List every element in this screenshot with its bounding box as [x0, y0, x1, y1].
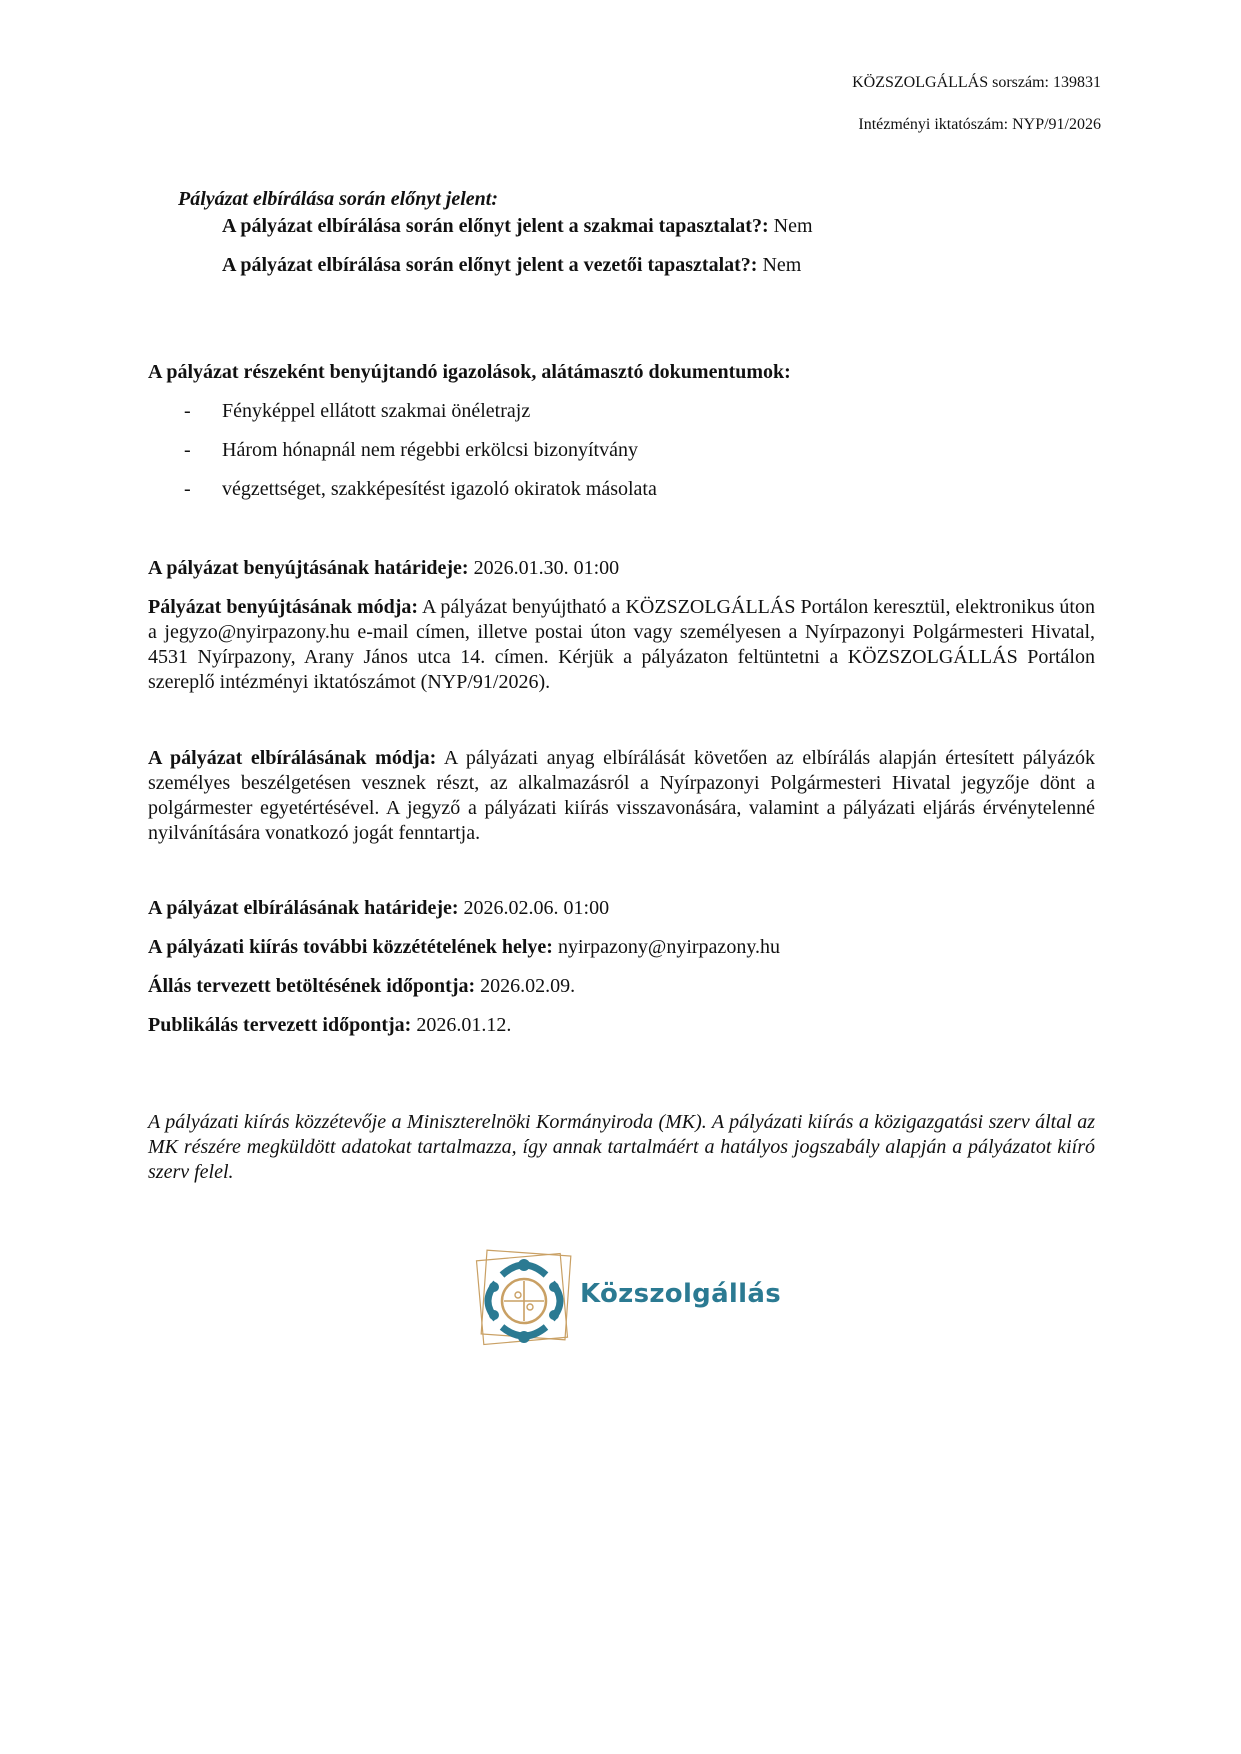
advantage-item [222, 215, 813, 238]
evaluation-method [148, 746, 1095, 846]
field-value: 2026.02.09. [475, 975, 576, 997]
document-list-item [184, 439, 638, 462]
field-label: A pályázat elbírálásának határideje: [148, 897, 459, 919]
planned-start-date [148, 974, 1095, 999]
field-label: A pályázati kiírás további közzétételének helye: [148, 936, 553, 958]
advantage-value: Nem [768, 215, 813, 237]
field-value: A pályázati anyag elbírálását követően az elbírálás alapján értesített pályázók személyes beszélgetésen vesznek részt, az alkalmazásról a Nyírpazonyi Polgármesteri Hivatal jegyzője dönt a polgármester egyetértésével. A jegyző a pályázati kiírás visszavonására, valamint a pályázati eljárás érvénytelenné nyilvánítására vonatkozó jogát fenntartja. [148, 747, 1095, 844]
submission-method [148, 595, 1095, 695]
bullet-dash: - [184, 478, 191, 500]
document-item-text: Fényképpel ellátott szakmai önéletrajz [222, 400, 531, 422]
advantages-heading: Pályázat elbírálása során előnyt jelent: [178, 188, 498, 210]
logo-text: Közszolgállás [580, 1279, 781, 1309]
field-value: 2026.01.30. 01:00 [468, 557, 620, 579]
registration-number: Intézményi iktatószám: NYP/91/2026 [858, 116, 1101, 133]
bullet-dash: - [184, 400, 191, 422]
logo-emblem-icon [472, 1245, 576, 1349]
field-label: Állás tervezett betöltésének időpontja: [148, 975, 476, 997]
field-value: 2026.01.12. [411, 1014, 512, 1036]
field-label: Publikálás tervezett időpontja: [148, 1014, 412, 1036]
serial-number: KÖZSZOLGÁLLÁS sorszám: 139831 [852, 74, 1101, 91]
advantage-value: Nem [757, 254, 802, 276]
documents-heading: A pályázat részeként benyújtandó igazolások, alátámasztó dokumentumok: [148, 361, 791, 383]
planned-publish-date [148, 1013, 1095, 1038]
bullet-dash: - [184, 439, 191, 461]
document-list-item [184, 478, 657, 501]
publication-place [148, 935, 1095, 960]
field-value: 2026.02.06. 01:00 [458, 897, 610, 919]
advantage-label: A pályázat elbírálása során előnyt jelent a vezetői tapasztalat?: [222, 254, 758, 276]
field-value: nyirpazony@nyirpazony.hu [552, 936, 781, 958]
kozszolgallas-logo [472, 1245, 781, 1355]
advantage-label: A pályázat elbírálása során előnyt jelent a szakmai tapasztalat?: [222, 215, 769, 237]
document-item-text: végzettséget, szakképesítést igazoló okiratok másolata [222, 478, 657, 500]
field-value: A pályázat benyújtható a KÖZSZOLGÁLLÁS Portálon keresztül, elektronikus úton a jegyzo@nyirpazony.hu e-mail címen, illetve postai úton vagy személyesen a Nyírpazonyi Polgármesteri Hivatal, 4531 Nyírpazony, Arany János utca 14. címen. Kérjük a pályázaton feltüntetni a KÖZSZOLGÁLLÁS Portálon szereplő intézményi iktatószámot (NYP/91/2026). [148, 596, 1095, 693]
field-label: A pályázat elbírálásának módja: [148, 747, 437, 769]
document-item-text: Három hónapnál nem régebbi erkölcsi bizonyítvány [222, 439, 638, 461]
submission-deadline [148, 556, 1095, 581]
publisher-disclaimer: A pályázati kiírás közzétevője a Miniszterelnöki Kormányiroda (MK). A pályázati kiírás a közigazgatási szerv által az MK részére megküldött adatokat tartalmazza, így annak tartalmáért a hatályos jogszabály alapján a pályázatot kiíró szerv felel. [148, 1111, 1095, 1183]
advantage-item [222, 254, 801, 277]
field-label: A pályázat benyújtásának határideje: [148, 557, 469, 579]
document-list-item [184, 400, 530, 423]
field-label: Pályázat benyújtásának módja: [148, 596, 419, 618]
evaluation-deadline [148, 896, 1095, 921]
